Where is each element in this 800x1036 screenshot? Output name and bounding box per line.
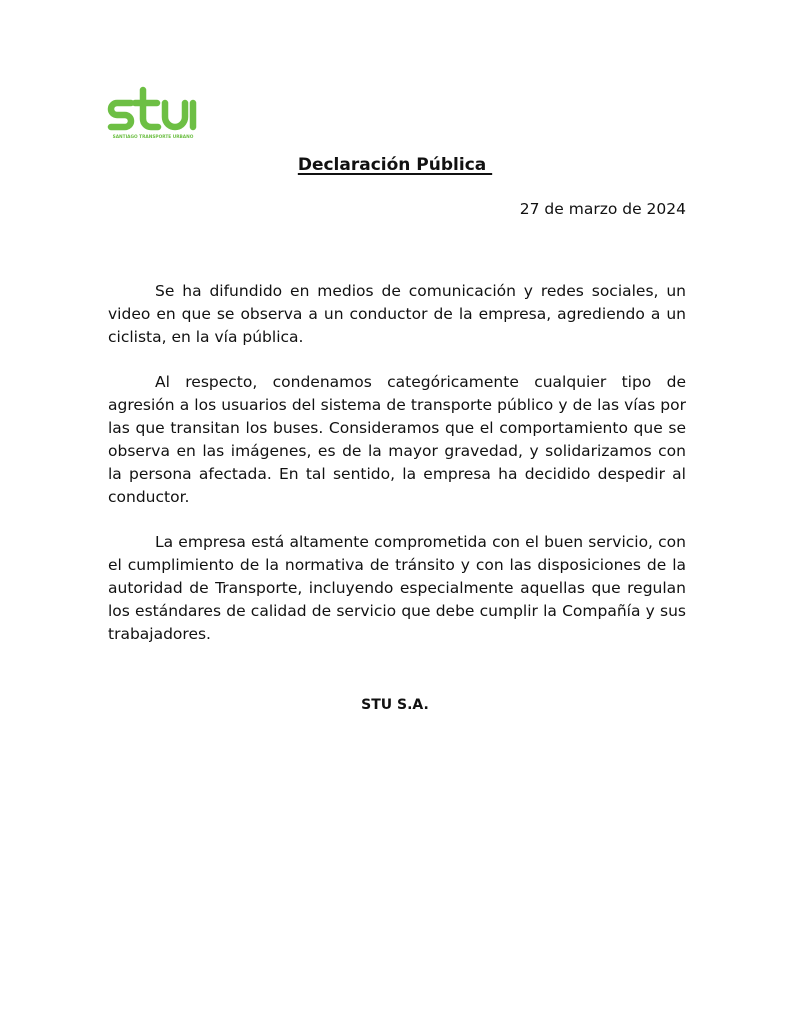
paragraph: Se ha difundido en medios de comunicación y redes sociales, un video en que se observa a un conductor de la empresa, agrediendo a un ciclista, en la vía pública. <box>108 282 686 346</box>
document-date: 27 de marzo de 2024 <box>519 200 686 218</box>
document-body <box>108 280 686 668</box>
stu-logo <box>106 84 202 140</box>
svg-text:SANTIAGO TRANSPORTE URBANO: SANTIAGO TRANSPORTE URBANO <box>112 135 194 140</box>
paragraph: La empresa está altamente comprometida con el buen servicio, con el cumplimiento de la normativa de tránsito y con las disposiciones de la autoridad de Transporte, incluyendo especialmente aquellas que regulan los estándares de calidad de servicio que debe cumplir la Compañía y sus trabajadores. <box>108 533 686 643</box>
signature: STU S.A. <box>361 697 429 713</box>
paragraph: Al respecto, condenamos categóricamente cualquier tipo de agresión a los usuarios del sistema de transporte público y de las vías por las que transitan los buses. Consideramos que el comportamiento que se observa en las imágenes, es de la mayor gravedad, y solidarizamos con la persona afectada. En tal sentido, la empresa ha decidido despedir al conductor. <box>108 373 686 506</box>
stu-logo-icon <box>106 84 202 140</box>
document-title: Declaración Pública <box>297 155 493 175</box>
